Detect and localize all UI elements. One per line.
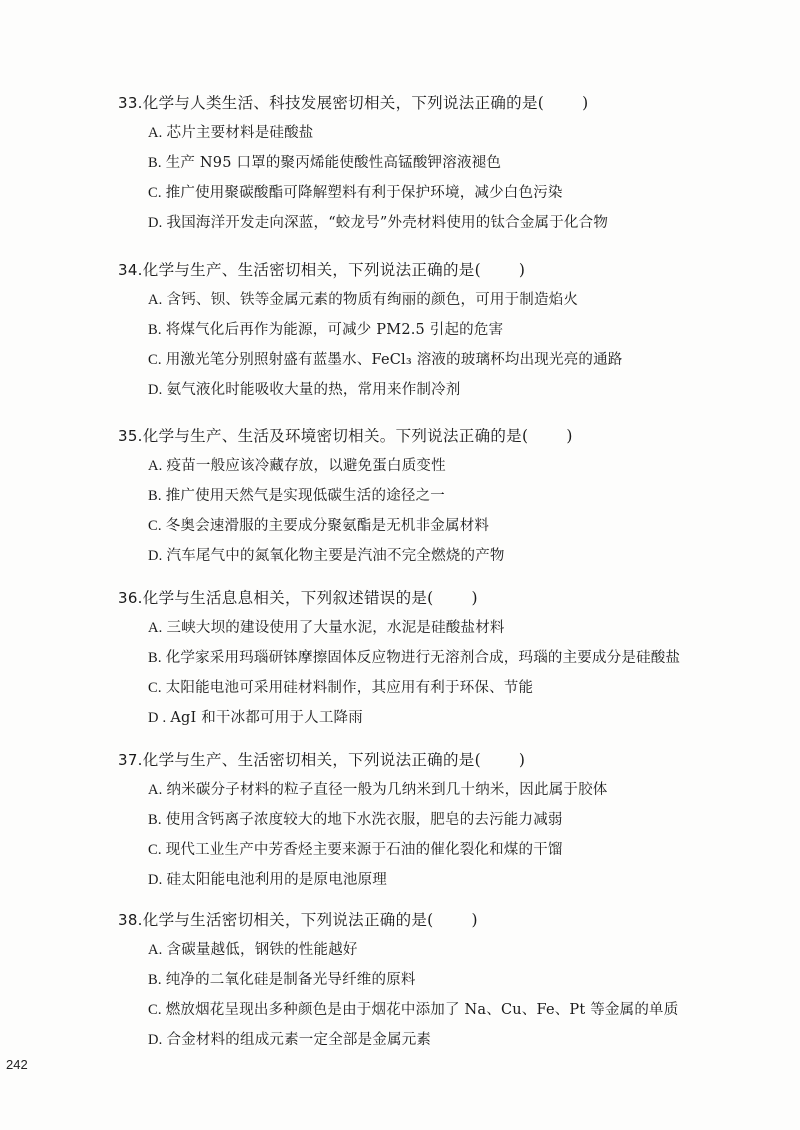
option-text: 氨气液化时能吸收大量的热，常用来作制冷剂 (166, 382, 461, 398)
option-text: 燃放烟花呈现出多种颜色是由于烟花中添加了 Na、Cu、Fe、Pt 等金属的单质 (165, 1002, 679, 1018)
option-a (148, 290, 758, 310)
option-letter: C. (148, 185, 162, 201)
option-b (148, 810, 758, 830)
option-letter: A. (148, 782, 163, 798)
answer-paren-close: ) (471, 589, 478, 607)
option-text: 疫苗一般应该冷藏存放，以避免蛋白质变性 (166, 458, 446, 474)
option-letter: A. (148, 458, 163, 474)
option-d (148, 546, 758, 566)
answer-paren-close: ) (566, 427, 573, 445)
question-text: 化学与生产、生活密切相关，下列说法正确的是( (142, 751, 481, 769)
option-c (148, 183, 758, 203)
option-b (148, 320, 758, 340)
option-c (148, 516, 758, 536)
question-37 (118, 750, 758, 890)
option-letter: D. (148, 382, 163, 398)
question-text: 化学与生活密切相关，下列说法正确的是( (142, 911, 434, 929)
question-stem (118, 588, 758, 608)
answer-paren-close: ) (582, 94, 589, 112)
question-number: 38. (118, 911, 143, 929)
option-a (148, 123, 758, 143)
option-text: 化学家采用玛瑙研钵摩擦固体反应物进行无溶剂合成，玛瑙的主要成分是硅酸盐 (165, 650, 681, 666)
option-text: AgI 和干冰都可用于人工降雨 (170, 710, 363, 726)
option-letter: C. (148, 842, 162, 858)
option-letter: B. (148, 488, 162, 504)
answer-paren-close: ) (471, 911, 478, 929)
option-letter: C. (148, 518, 162, 534)
option-letter: D. (148, 1032, 163, 1048)
option-text: 将煤气化后再作为能源，可减少 PM2.5 引起的危害 (165, 322, 504, 338)
option-letter: C. (148, 352, 162, 368)
option-letter: B. (148, 972, 162, 988)
question-stem (118, 750, 758, 770)
option-text: 我国海洋开发走向深蓝，“蛟龙号”外壳材料使用的钛合金属于化合物 (166, 215, 609, 231)
answer-paren-close: ) (518, 751, 526, 769)
question-38 (118, 910, 758, 1050)
page-number: 242 (6, 1057, 28, 1072)
option-text: 含钙、钡、铁等金属元素的物质有绚丽的颜色，可用于制造焰火 (166, 292, 579, 308)
option-letter: A. (148, 125, 163, 141)
option-letter: B. (148, 650, 162, 666)
question-stem (118, 426, 758, 446)
option-c (148, 350, 758, 370)
option-d (148, 213, 758, 233)
option-text: 合金材料的组成元素一定全部是金属元素 (166, 1032, 432, 1048)
option-c (148, 840, 758, 860)
option-c (148, 678, 758, 698)
option-d (148, 380, 758, 400)
option-b (148, 648, 758, 668)
option-text: 推广使用天然气是实现低碳生活的途径之一 (165, 488, 446, 504)
option-letter: B. (148, 322, 162, 338)
option-a (148, 780, 758, 800)
question-number: 33. (118, 94, 143, 112)
question-text: 化学与生活息息相关，下列叙述错误的是( (142, 589, 434, 607)
option-letter: D. (148, 548, 163, 564)
option-b (148, 153, 758, 173)
answer-paren-close: ) (518, 261, 526, 279)
question-text: 化学与人类生活、科技发展密切相关，下列说法正确的是( (142, 94, 545, 112)
option-text: 芯片主要材料是硅酸盐 (166, 125, 314, 141)
question-number: 34. (118, 261, 143, 279)
question-36 (118, 588, 758, 728)
option-letter: D . (148, 710, 167, 726)
question-34 (118, 260, 758, 400)
option-text: 用激光笔分别照射盛有蓝墨水、FeCl₃ 溶液的玻璃杯均出现光亮的通路 (165, 352, 623, 368)
option-b (148, 970, 758, 990)
option-letter: B. (148, 812, 162, 828)
option-text: 汽车尾气中的氮氧化物主要是汽油不完全燃烧的产物 (166, 548, 505, 564)
question-35 (118, 426, 758, 566)
option-letter: A. (148, 292, 163, 308)
option-a (148, 618, 758, 638)
question-33 (118, 93, 758, 233)
option-text: 纳米碳分子材料的粒子直径一般为几纳米到几十纳米，因此属于胶体 (166, 782, 608, 798)
option-d (148, 708, 758, 728)
option-b (148, 486, 758, 506)
option-text: 纯净的二氧化硅是制备光导纤维的原料 (165, 972, 416, 988)
question-text: 化学与生产、生活及环境密切相关。下列说法正确的是( (142, 427, 529, 445)
option-letter: A. (148, 942, 163, 958)
option-text: 现代工业生产中芳香烃主要来源于石油的催化裂化和煤的干馏 (165, 842, 563, 858)
question-stem (118, 910, 758, 930)
option-text: 使用含钙离子浓度较大的地下水洗衣服，肥皂的去污能力减弱 (165, 812, 563, 828)
question-stem (118, 93, 758, 113)
option-text: 含碳量越低，钢铁的性能越好 (166, 942, 358, 958)
option-c (148, 1000, 758, 1020)
option-letter: B. (148, 155, 162, 171)
question-number: 36. (118, 589, 143, 607)
option-text: 三峡大坝的建设使用了大量水泥，水泥是硅酸盐材料 (166, 620, 505, 636)
option-text: 硅太阳能电池利用的是原电池原理 (166, 872, 387, 888)
option-a (148, 940, 758, 960)
option-letter: C. (148, 680, 162, 696)
option-letter: D. (148, 872, 163, 888)
question-text: 化学与生产、生活密切相关，下列说法正确的是( (142, 261, 481, 279)
option-letter: D. (148, 215, 163, 231)
option-d (148, 870, 758, 890)
option-text: 太阳能电池可采用硅材料制作，其应用有利于环保、节能 (165, 680, 534, 696)
option-text: 冬奥会速滑服的主要成分聚氨酯是无机非金属材料 (165, 518, 490, 534)
option-text: 推广使用聚碳酸酯可降解塑料有利于保护环境，减少白色污染 (165, 185, 563, 201)
question-stem (118, 260, 758, 280)
option-d (148, 1030, 758, 1050)
option-text: 生产 N95 口罩的聚丙烯能使酸性高锰酸钾溶液褪色 (165, 155, 502, 171)
question-number: 35. (118, 427, 143, 445)
option-a (148, 456, 758, 476)
question-number: 37. (118, 751, 143, 769)
option-letter: C. (148, 1002, 162, 1018)
option-letter: A. (148, 620, 163, 636)
